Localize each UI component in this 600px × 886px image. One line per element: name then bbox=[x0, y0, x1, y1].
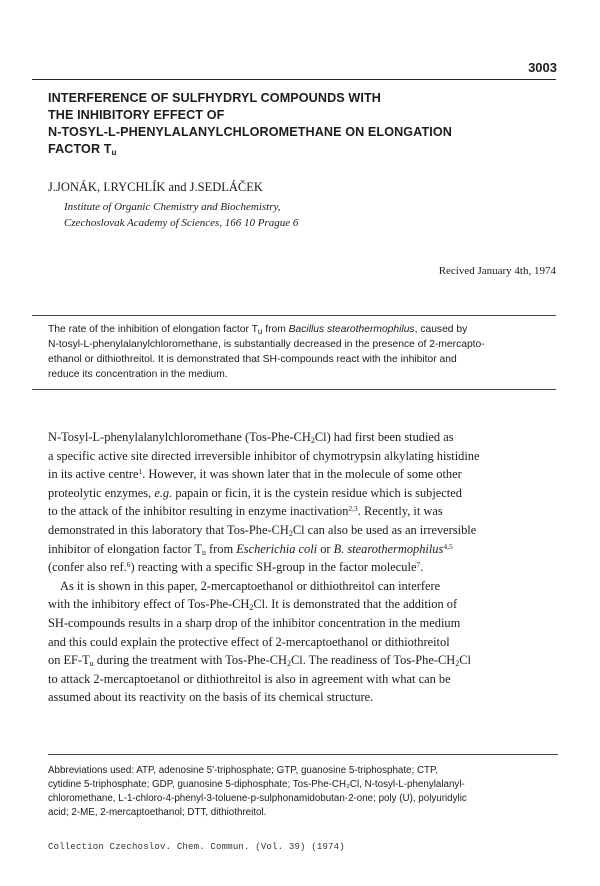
abstract-line-4: reduce its concentration in the medium. bbox=[48, 369, 228, 380]
paragraph-2-line-6: to attack 2-mercaptoetanol or dithiothreitol is also in agreement with what can be bbox=[48, 671, 451, 686]
title-line-3: N-TOSYL-L-PHENYLALANYLCHLOROMETHANE ON ELONGATION bbox=[48, 125, 452, 139]
paragraph-2-line-4: and this could explain the protective effect of 2-mercaptoethanol or dithiothreitol bbox=[48, 634, 450, 649]
footnote-line-3: chloromethane, L-1-chloro-4-phenyl-3-toluene-p-sulphonamidobutan-2-one; poly (U), polyuridylic bbox=[48, 793, 467, 804]
paragraph-1-line-2: a specific active site directed irreversible inhibitor of chymotrypsin alkylating histidine bbox=[48, 448, 480, 463]
title-line-2: THE INHIBITORY EFFECT OF bbox=[48, 108, 225, 122]
journal-citation: Collection Czechoslov. Chem. Commun. (Vol. 39) (1974) bbox=[48, 842, 345, 852]
abstract-rule-bottom bbox=[32, 389, 556, 390]
footnote-line-1: Abbreviations used: ATP, adenosine 5'-triphosphate; GTP, guanosine 5-triphosphate; CTP, bbox=[48, 765, 439, 776]
paragraph-1-line-5: to the attack of the inhibitor resulting in enzyme inactivation$^{2,3}$. Recently, it was bbox=[48, 504, 443, 519]
header-rule bbox=[32, 79, 556, 80]
paragraph-1-line-7: inhibitor of elongation factor $T_u$ from Escherichia coli or B. stearothermophilus$^{4,5}$ bbox=[48, 541, 453, 557]
article-title bbox=[48, 90, 558, 158]
affiliation-line-2: Czechoslovak Academy of Sciences, 166 10 Prague 6 bbox=[64, 217, 299, 229]
abstract-line-1: The rate of the inhibition of elongation factor $T_u$ from Bacillus stearothermophilus, caused by bbox=[48, 324, 468, 336]
abbreviations-footnote bbox=[48, 764, 558, 820]
paragraph-1-line-1: N-Tosyl-L-phenylalanylchloromethane $(Tos-Phe-CH_2Cl)$ had first been studied as bbox=[48, 430, 454, 445]
affiliation-line-1: Institute of Organic Chemistry and Biochemistry, bbox=[64, 201, 281, 213]
affiliation bbox=[64, 199, 298, 231]
abstract bbox=[48, 322, 556, 382]
paragraph-2-line-1: As it is shown in this paper, 2-mercaptoethanol or dithiothreitol can interfere bbox=[60, 578, 441, 593]
footnote-line-2: cytidine 5-triphosphate; GDP, guanosine 5-diphosphate; Tos-Phe-CH₂Cl, N-tosyl-L-phenylalanyl- bbox=[48, 779, 465, 790]
paragraph-1-line-3: in its active centre$^1$. However, it was shown later that in the molecule of some other bbox=[48, 467, 462, 482]
footnote-rule bbox=[48, 754, 558, 755]
paragraph-2-line-7: assumed about its reactivity on the basis of its chemical structure. bbox=[48, 690, 374, 705]
paragraph-2-line-2: with the inhibitory effect of Tos-$Phe-CH_2Cl$. It is demonstrated that the addition of bbox=[48, 597, 458, 613]
paragraph-1-line-8: (confer also ref.$^6$) reacting with a specific SH-group in the factor molecule$^7$. bbox=[48, 560, 424, 575]
title-line-1: INTERFERENCE OF SULFHYDRYL COMPOUNDS WITH bbox=[48, 91, 381, 105]
abstract-line-3: ethanol or dithiothreitol. It is demonstrated that SH-compounds react with the inhibitor and bbox=[48, 354, 457, 365]
paragraph-1-line-4: proteolytic enzymes, e.g. papain or ficin, it is the cystein residue which is subjected bbox=[48, 485, 462, 500]
title-line-4: FACTOR $T_u$ bbox=[48, 142, 117, 157]
received-date: Recived January 4th, 1974 bbox=[438, 265, 556, 277]
paragraph-2-line-5: on $EF-T_u$ during the treatment with Tos-$Phe-CH_2Cl$. The readiness of Tos-$Phe-CH_2Cl$ bbox=[48, 653, 471, 669]
page-number: 3003 bbox=[528, 60, 557, 75]
paragraph-2-line-3: SH-compounds results in a sharp drop of the inhibitor concentration in the medium bbox=[48, 615, 461, 630]
abstract-line-2: N-tosyl-L-phenylalanylchloromethane, is substantially decreased in the presence of 2-mercapto- bbox=[48, 339, 485, 350]
paragraph-1-line-6: demonstrated in this laboratory that Tos-$Phe-CH_2Cl$ can also be used as an irreversible bbox=[48, 522, 477, 538]
footnote-line-4: acid; 2-ME, 2-mercaptoethanol; DTT, dithiothreitol. bbox=[48, 807, 267, 818]
body-text bbox=[48, 428, 558, 707]
abstract-rule-top bbox=[32, 315, 556, 316]
authors: J.JONÁK, I.RYCHLÍK and J.SEDLÁČEK bbox=[48, 180, 263, 194]
